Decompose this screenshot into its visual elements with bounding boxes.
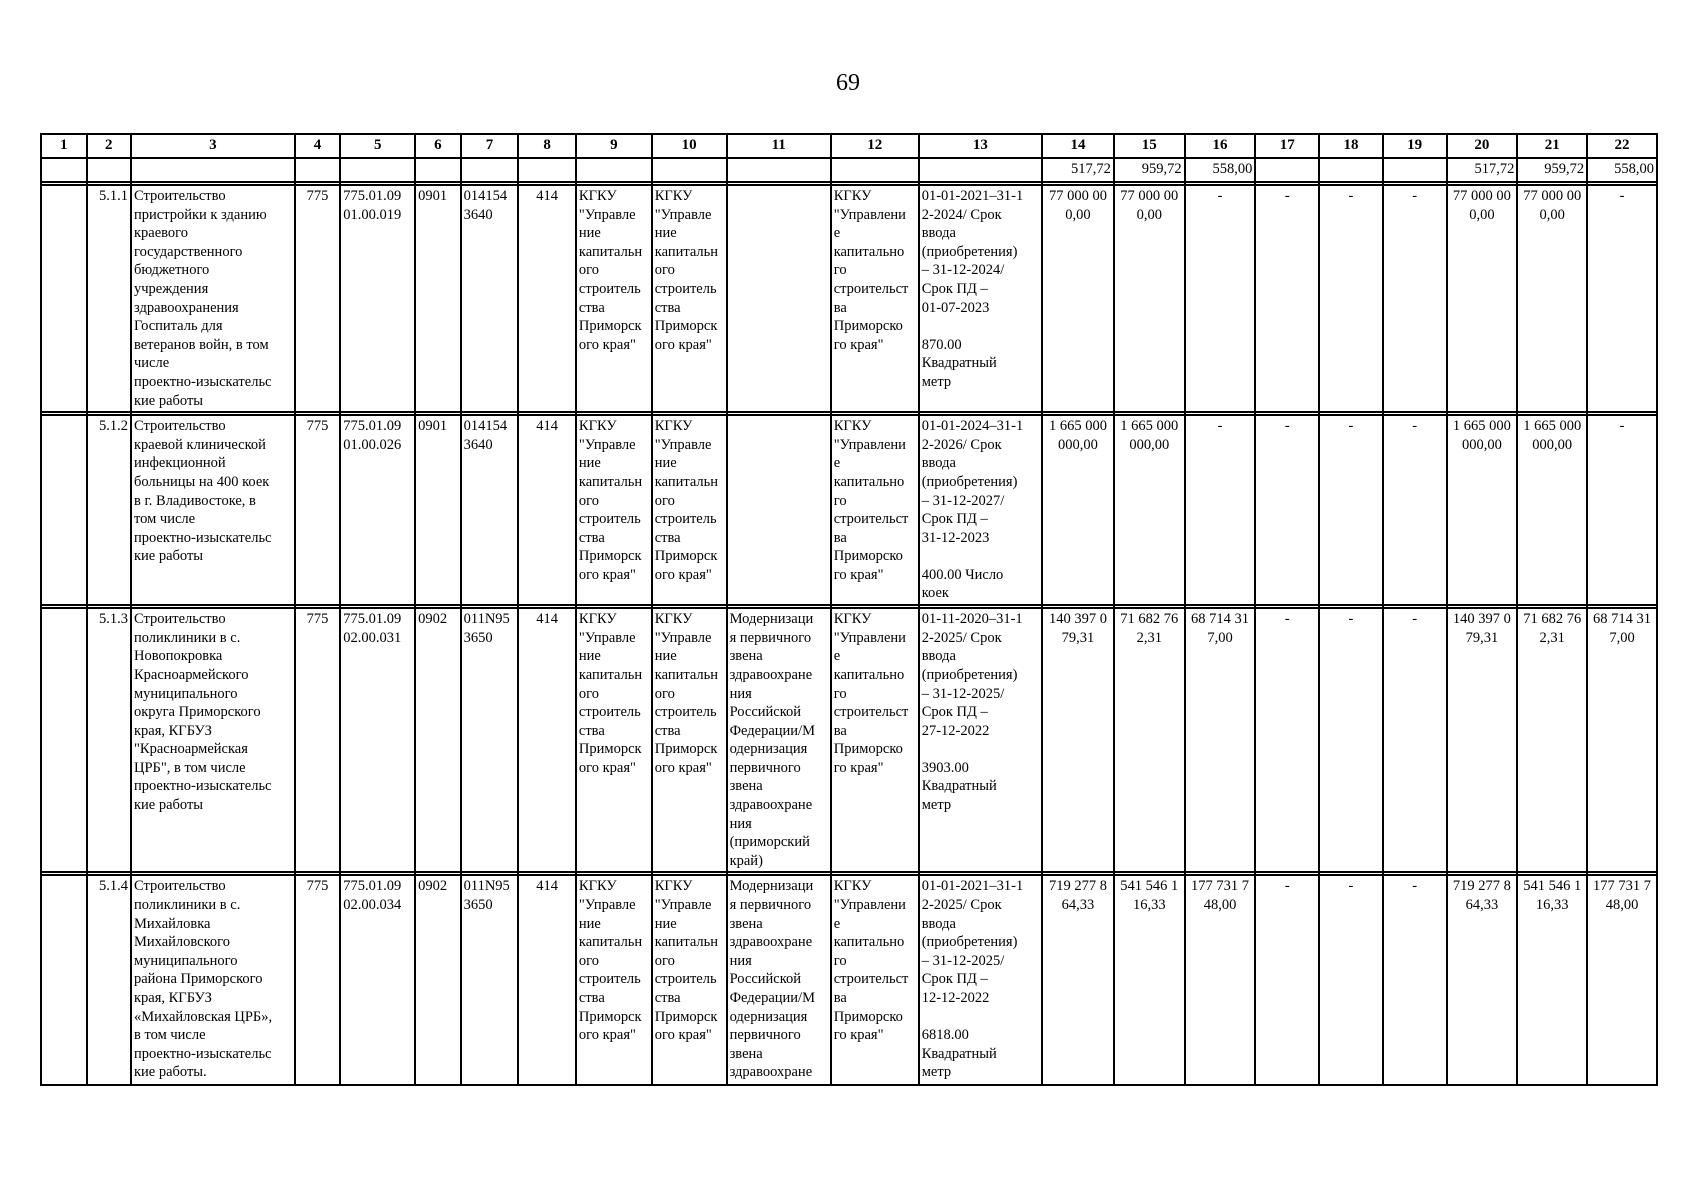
- continuation-cell: 558,00: [1587, 158, 1657, 182]
- continuation-cell: 558,00: [1185, 158, 1256, 182]
- table-cell: -: [1185, 185, 1256, 412]
- table-cell: 541 546 1 16,33: [1114, 875, 1185, 1085]
- continuation-cell: [131, 158, 295, 182]
- page-number: 69: [836, 70, 860, 96]
- column-number-cell: 21: [1517, 134, 1587, 158]
- continuation-row: [41, 158, 1657, 182]
- table-cell: КГКУ "Управлени е капитально го строительст ва Приморско го края": [831, 415, 919, 605]
- table-cell: -: [1587, 185, 1657, 412]
- table-cell: КГКУ "Управле ние капитальн ого строитель ства Приморск ого края": [652, 185, 727, 412]
- table-cell: -: [1319, 608, 1383, 872]
- table-cell: 01-01-2021–31-1 2-2024/ Срок ввода (приобретения) – 31-12-2024/ Срок ПД – 01-07-2023 870.00 Квадратный метр: [919, 185, 1042, 412]
- column-number-cell: 9: [576, 134, 652, 158]
- table-cell: [41, 608, 87, 872]
- continuation-cell: [831, 158, 919, 182]
- table-cell: КГКУ "Управле ние капитальн ого строитель ства Приморск ого края": [652, 875, 727, 1085]
- table-cell: -: [1319, 185, 1383, 412]
- continuation-cell: [295, 158, 341, 182]
- table-row: [41, 415, 1657, 605]
- table-cell: 1 665 000 000,00: [1114, 415, 1185, 605]
- table-cell: -: [1319, 415, 1383, 605]
- column-number-cell: 7: [461, 134, 519, 158]
- table-cell: 775.01.09 02.00.031: [340, 608, 415, 872]
- table-cell: 775.01.09 01.00.026: [340, 415, 415, 605]
- column-number-cell: 5: [340, 134, 415, 158]
- table-cell: 01-01-2024–31-1 2-2026/ Срок ввода (приобретения) – 31-12-2027/ Срок ПД – 31-12-2023 400.00 Число коек: [919, 415, 1042, 605]
- table-cell: 1 665 000 000,00: [1042, 415, 1114, 605]
- table-cell: 177 731 7 48,00: [1587, 875, 1657, 1085]
- table-cell: Строительство пристройки к зданию краевого государственного бюджетного учреждения здравоохранения Госпиталь для ветеранов войн, в том числе проектно-изыскательс кие работы: [131, 185, 295, 412]
- table-cell: -: [1383, 415, 1447, 605]
- table-cell: -: [1255, 415, 1319, 605]
- continuation-cell: [1383, 158, 1447, 182]
- table-cell: 68 714 31 7,00: [1185, 608, 1256, 872]
- table-cell: 014154 3640: [461, 185, 519, 412]
- table-cell: 541 546 1 16,33: [1517, 875, 1587, 1085]
- table-cell: 414: [518, 415, 576, 605]
- table-cell: 71 682 76 2,31: [1517, 608, 1587, 872]
- column-number-cell: 22: [1587, 134, 1657, 158]
- table-cell: 719 277 8 64,33: [1447, 875, 1518, 1085]
- continuation-cell: [919, 158, 1042, 182]
- table-cell: 5.1.3: [87, 608, 131, 872]
- column-number-cell: 16: [1185, 134, 1256, 158]
- table-cell: 0901: [415, 415, 461, 605]
- column-number-cell: 14: [1042, 134, 1114, 158]
- table-cell: 5.1.2: [87, 415, 131, 605]
- column-number-cell: 6: [415, 134, 461, 158]
- column-number-row: [41, 134, 1657, 158]
- table-cell: [41, 415, 87, 605]
- table-cell: Модернизаци я первичного звена здравоохране ния Российской Федерации/М одернизация первичного звена здравоохране ния (приморский край): [727, 608, 831, 872]
- table-cell: -: [1383, 875, 1447, 1085]
- column-number-cell: 8: [518, 134, 576, 158]
- column-number-cell: 20: [1447, 134, 1518, 158]
- table-cell: -: [1319, 875, 1383, 1085]
- table-cell: КГКУ "Управле ние капитальн ого строитель ства Приморск ого края": [576, 608, 652, 872]
- table-cell: [41, 875, 87, 1085]
- column-number-cell: 17: [1255, 134, 1319, 158]
- table-cell: 775.01.09 01.00.019: [340, 185, 415, 412]
- table-cell: 177 731 7 48,00: [1185, 875, 1256, 1085]
- table-cell: 014154 3640: [461, 415, 519, 605]
- continuation-cell: 959,72: [1517, 158, 1587, 182]
- table-cell: 0902: [415, 608, 461, 872]
- table-cell: 5.1.1: [87, 185, 131, 412]
- table-cell: 0902: [415, 875, 461, 1085]
- column-number-cell: 4: [295, 134, 341, 158]
- table-cell: КГКУ "Управлени е капитально го строительст ва Приморско го края": [831, 185, 919, 412]
- table-row: [41, 185, 1657, 412]
- table-cell: 01-11-2020–31-1 2-2025/ Срок ввода (приобретения) – 31-12-2025/ Срок ПД – 27-12-2022 3903.00 Квадратный метр: [919, 608, 1042, 872]
- table-cell: КГКУ "Управле ние капитальн ого строитель ства Приморск ого края": [576, 185, 652, 412]
- continuation-cell: 517,72: [1042, 158, 1114, 182]
- continuation-cell: [1255, 158, 1319, 182]
- table-cell: -: [1185, 415, 1256, 605]
- table-cell: Модернизаци я первичного звена здравоохране ния Российской Федерации/М одернизация первичного звена здравоохране: [727, 875, 831, 1085]
- table-cell: 68 714 31 7,00: [1587, 608, 1657, 872]
- column-number-cell: 11: [727, 134, 831, 158]
- continuation-cell: [727, 158, 831, 182]
- continuation-cell: [576, 158, 652, 182]
- table-cell: КГКУ "Управлени е капитально го строительст ва Приморско го края": [831, 608, 919, 872]
- table-cell: Строительство поликлиники в с. Новопокровка Красноармейского муниципального округа Приморского края, КГБУЗ "Красноармейская ЦРБ", в том числе проектно-изыскательс кие работы: [131, 608, 295, 872]
- table-cell: 140 397 0 79,31: [1042, 608, 1114, 872]
- column-number-cell: 15: [1114, 134, 1185, 158]
- table-cell: 77 000 00 0,00: [1517, 185, 1587, 412]
- table-cell: 414: [518, 185, 576, 412]
- column-number-cell: 18: [1319, 134, 1383, 158]
- table-cell: 414: [518, 875, 576, 1085]
- continuation-cell: [461, 158, 519, 182]
- continuation-cell: [518, 158, 576, 182]
- column-number-cell: 3: [131, 134, 295, 158]
- continuation-cell: 517,72: [1447, 158, 1518, 182]
- continuation-cell: 959,72: [1114, 158, 1185, 182]
- table-cell: КГКУ "Управле ние капитальн ого строитель ства Приморск ого края": [652, 415, 727, 605]
- column-number-cell: 2: [87, 134, 131, 158]
- table-cell: 719 277 8 64,33: [1042, 875, 1114, 1085]
- table-cell: -: [1255, 875, 1319, 1085]
- table-cell: КГКУ "Управле ние капитальн ого строитель ства Приморск ого края": [576, 875, 652, 1085]
- continuation-cell: [652, 158, 727, 182]
- column-number-cell: 12: [831, 134, 919, 158]
- table-cell: 5.1.4: [87, 875, 131, 1085]
- table-cell: -: [1383, 185, 1447, 412]
- table-cell: 775: [295, 875, 341, 1085]
- table-cell: -: [1587, 415, 1657, 605]
- table-cell: -: [1255, 608, 1319, 872]
- table-cell: 01-01-2021–31-1 2-2025/ Срок ввода (приобретения) – 31-12-2025/ Срок ПД – 12-12-2022 6818.00 Квадратный метр: [919, 875, 1042, 1085]
- table-cell: 1 665 000 000,00: [1517, 415, 1587, 605]
- table-cell: 775: [295, 415, 341, 605]
- table-cell: 011N95 3650: [461, 875, 519, 1085]
- table-cell: 775: [295, 185, 341, 412]
- table-cell: Строительство краевой клинической инфекционной больницы на 400 коек в г. Владивостоке, в том числе проектно-изыскательс кие работы: [131, 415, 295, 605]
- continuation-cell: [340, 158, 415, 182]
- table-cell: [727, 185, 831, 412]
- table-cell: КГКУ "Управле ние капитальн ого строитель ства Приморск ого края": [652, 608, 727, 872]
- table-cell: 71 682 76 2,31: [1114, 608, 1185, 872]
- table-row: [41, 608, 1657, 872]
- table-cell: 1 665 000 000,00: [1447, 415, 1518, 605]
- table-cell: Строительство поликлиники в с. Михайловка Михайловского муниципального района Приморского края, КГБУЗ «Михайловская ЦРБ», в том числе проектно-изыскательс кие работы.: [131, 875, 295, 1085]
- table-cell: 775: [295, 608, 341, 872]
- table-cell: КГКУ "Управле ние капитальн ого строитель ства Приморск ого края": [576, 415, 652, 605]
- table-cell: 0901: [415, 185, 461, 412]
- table-cell: -: [1383, 608, 1447, 872]
- column-number-cell: 1: [41, 134, 87, 158]
- column-number-cell: 19: [1383, 134, 1447, 158]
- table-cell: 77 000 00 0,00: [1042, 185, 1114, 412]
- table-cell: [41, 185, 87, 412]
- table-cell: [727, 415, 831, 605]
- data-table: [40, 133, 1658, 1086]
- table-cell: 77 000 00 0,00: [1447, 185, 1518, 412]
- continuation-cell: [1319, 158, 1383, 182]
- table-cell: 011N95 3650: [461, 608, 519, 872]
- table-cell: 140 397 0 79,31: [1447, 608, 1518, 872]
- column-number-cell: 13: [919, 134, 1042, 158]
- continuation-cell: [415, 158, 461, 182]
- table-row: [41, 875, 1657, 1085]
- table-cell: 775.01.09 02.00.034: [340, 875, 415, 1085]
- table-cell: -: [1255, 185, 1319, 412]
- table-cell: 77 000 00 0,00: [1114, 185, 1185, 412]
- continuation-cell: [87, 158, 131, 182]
- table-cell: 414: [518, 608, 576, 872]
- continuation-cell: [41, 158, 87, 182]
- table-cell: КГКУ "Управлени е капитально го строительст ва Приморско го края": [831, 875, 919, 1085]
- column-number-cell: 10: [652, 134, 727, 158]
